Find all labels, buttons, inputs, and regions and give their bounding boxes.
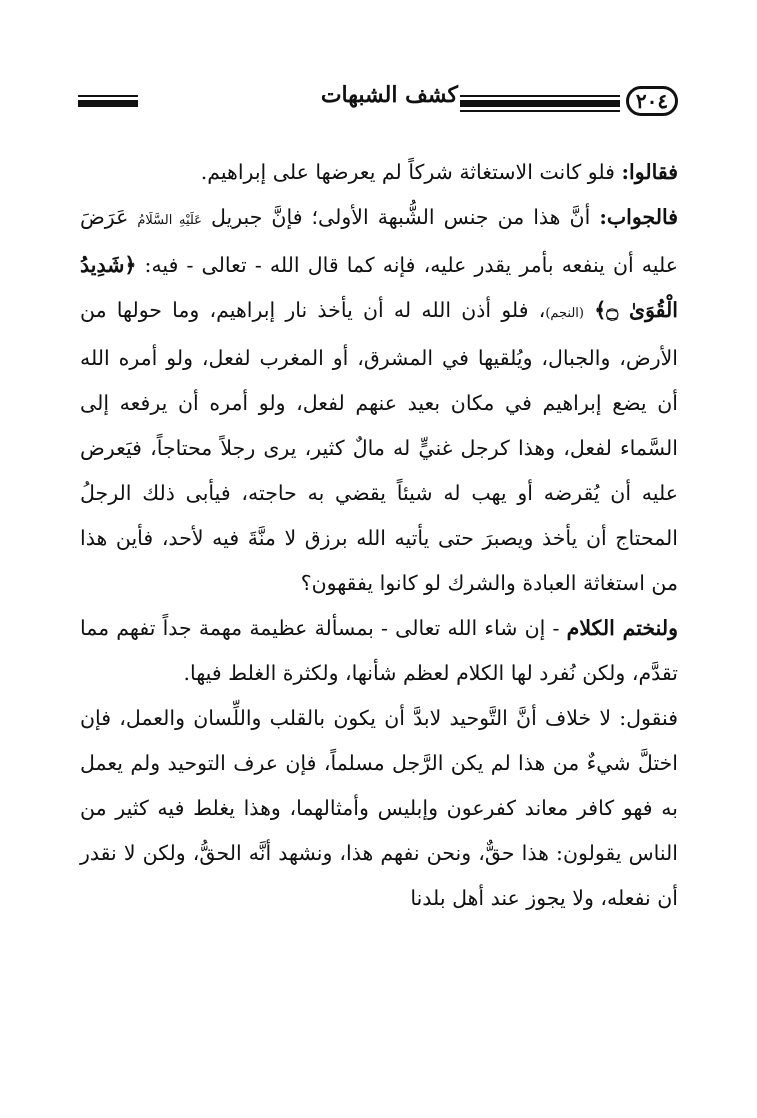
honorific-symbol: عَلَيْهِ السَّلَامُ — [137, 213, 202, 228]
paragraph-text: فلو كانت الاستغاثة شركاً لم يعرضها على إبراهيم. — [200, 160, 622, 184]
quran-quote: ﴿شَدِيدُ الْقُوَىٰ ۝﴾ — [80, 253, 678, 322]
header-rule-top — [460, 95, 620, 97]
paragraph-text: فنقول: لا خلاف أنَّ التَّوحيد لابدَّ أن يكون بالقلب واللِّسان والعمل، فإن اختلَّ شيءٌ من هذا لم يكن الرَّجل مسلماً، فإن عرف التوحيد ولم يعمل به فهو كافر معاند كفرعون وإبليس وأمثالهما، وهذا يغلط فيه كثير من الناس يقولون: هذا حقٌّ، ونحن نفهم هذا، ونشهد أنَّه الحقُّ، ولكن لا نقدر أن نفعله، ولا يجوز عند أهل بلدنا — [80, 706, 678, 910]
paragraph-conclusion — [80, 606, 678, 696]
header-rule-bottom — [460, 110, 620, 112]
paragraph-text: ، فلو أذن الله له أن يأخذ نار إبراهيم، وما حولها من الأرض، والجبال، ويُلقيها في المشرق، أو المغرب لفعل، ولو أمره الله أن يضع إبراهيم في مكان بعيد عنهم لفعل، ولو أمره أن يرفعه إلى السَّماء لفعل، وهذا كرجل غنيٍّ له مالٌ كثير، يرى رجلاً محتاجاً، فيَعرض عليه أن يُقرضه أو يهب له شيئاً يقضي به حاجته، فيأبى ذلك الرجلُ المحتاج أن يأخذ ويصبرَ حتى يأتيه الله برزق لا منَّةَ فيه لأحد، فأين هذا من استغاثة العبادة والشرك لو كانوا يفقهون؟ — [80, 298, 678, 595]
paragraph-text: عَرَضَ عليه أن ينفعه بأمر يقدر عليه، فإنه كما قال الله - تعالى - فيه: — [80, 205, 678, 277]
page-number: ٢٠٤ — [626, 86, 678, 116]
paragraph-statement — [80, 696, 678, 921]
header-rule-left-top — [78, 95, 138, 97]
header-rule-left — [78, 100, 138, 107]
header-rule — [460, 100, 620, 107]
page-header — [78, 80, 678, 124]
paragraph-objection — [80, 150, 678, 195]
surah-reference: (النجم) — [545, 306, 584, 321]
lead-word: فالجواب: — [599, 205, 678, 229]
lead-word: فقالوا: — [621, 160, 678, 184]
running-title: كشف الشبهات — [320, 82, 458, 108]
lead-word: ولنختم الكلام — [566, 616, 678, 640]
paragraph-text: أنَّ هذا من جنس الشُّبهة الأولى؛ فإنَّ جبريل — [201, 205, 600, 229]
paragraph-answer — [80, 195, 678, 606]
page-body — [80, 150, 678, 921]
paragraph-text: - إن شاء الله تعالى - بمسألة عظيمة مهمة جداً تفهم مما تقدَّم، ولكن نُفرد لها الكلام لعظم شأنها، ولكثرة الغلط فيها. — [80, 616, 678, 685]
